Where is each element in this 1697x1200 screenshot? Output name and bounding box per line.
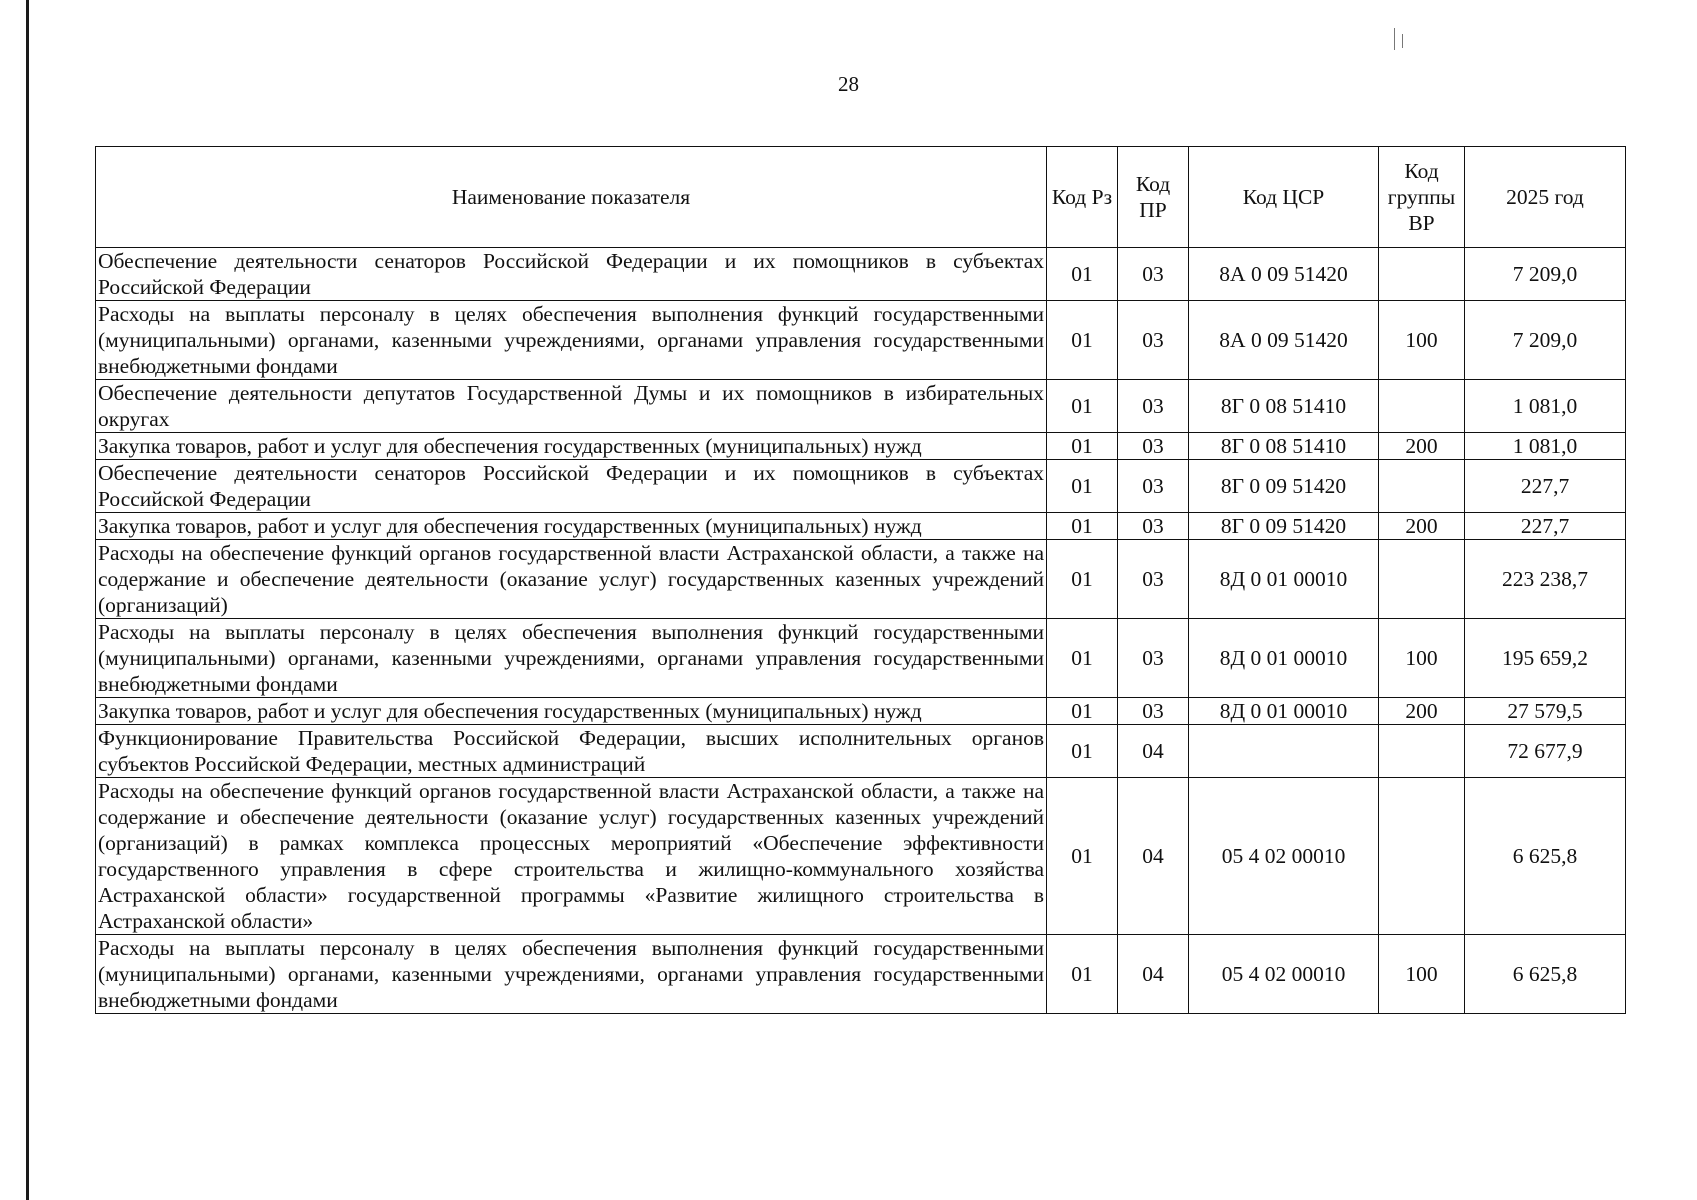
row-vr-cell — [1379, 725, 1465, 778]
row-rz-cell: 01 — [1047, 540, 1118, 619]
row-amount-cell: 227,7 — [1465, 460, 1626, 513]
table-row — [96, 698, 1626, 725]
table-row — [96, 513, 1626, 540]
row-csr-cell: 8Г 0 08 51410 — [1189, 380, 1379, 433]
table-row — [96, 301, 1626, 380]
row-name-cell: Расходы на обеспечение функций органов государственной власти Астраханской области, а также на содержание и обеспечение деятельности (оказание услуг) государственных казенных учреждений (организаций) в рамках комплекса процессных мероприятий «Обеспечение эффективности государственного управления в сфере строительства и жилищно-коммунального хозяйства Астраханской области» государственной программы «Развитие жилищного строительства в Астраханской области» — [96, 778, 1047, 935]
header-pr: Код ПР — [1118, 147, 1189, 248]
table-row — [96, 725, 1626, 778]
row-vr-cell: 200 — [1379, 698, 1465, 725]
row-rz-cell: 01 — [1047, 248, 1118, 301]
table-row — [96, 778, 1626, 935]
table-row — [96, 433, 1626, 460]
table-row — [96, 460, 1626, 513]
row-csr-cell: 05 4 02 00010 — [1189, 935, 1379, 1014]
table-row — [96, 935, 1626, 1014]
row-vr-cell: 100 — [1379, 935, 1465, 1014]
row-amount-cell: 195 659,2 — [1465, 619, 1626, 698]
row-name-cell: Обеспечение деятельности сенаторов Российской Федерации и их помощников в субъектах Российской Федерации — [96, 248, 1047, 301]
row-name-cell: Закупка товаров, работ и услуг для обеспечения государственных (муниципальных) нужд — [96, 698, 1047, 725]
header-csr: Код ЦСР — [1189, 147, 1379, 248]
row-amount-cell: 6 625,8 — [1465, 778, 1626, 935]
row-csr-cell: 8Д 0 01 00010 — [1189, 698, 1379, 725]
row-amount-cell: 27 579,5 — [1465, 698, 1626, 725]
row-csr-cell: 8А 0 09 51420 — [1189, 301, 1379, 380]
row-name-cell: Обеспечение деятельности сенаторов Российской Федерации и их помощников в субъектах Российской Федерации — [96, 460, 1047, 513]
row-vr-cell: 100 — [1379, 301, 1465, 380]
row-pr-cell: 03 — [1118, 248, 1189, 301]
row-csr-cell: 05 4 02 00010 — [1189, 778, 1379, 935]
row-name-cell: Расходы на выплаты персоналу в целях обеспечения выполнения функций государственными (муниципальными) органами, казенными учреждениями, органами управления государственными внебюджетными фондами — [96, 301, 1047, 380]
row-pr-cell: 03 — [1118, 301, 1189, 380]
row-pr-cell: 03 — [1118, 433, 1189, 460]
page-number: 28 — [838, 72, 859, 96]
row-rz-cell: 01 — [1047, 301, 1118, 380]
header-name: Наименование показателя — [96, 147, 1047, 248]
row-rz-cell: 01 — [1047, 619, 1118, 698]
row-rz-cell: 01 — [1047, 778, 1118, 935]
row-name-cell: Закупка товаров, работ и услуг для обеспечения государственных (муниципальных) нужд — [96, 433, 1047, 460]
row-csr-cell: 8Д 0 01 00010 — [1189, 619, 1379, 698]
table-row — [96, 540, 1626, 619]
row-vr-cell — [1379, 540, 1465, 619]
row-pr-cell: 03 — [1118, 619, 1189, 698]
row-rz-cell: 01 — [1047, 725, 1118, 778]
row-pr-cell: 03 — [1118, 540, 1189, 619]
row-pr-cell: 04 — [1118, 778, 1189, 935]
row-name-cell: Расходы на выплаты персоналу в целях обеспечения выполнения функций государственными (муниципальными) органами, казенными учреждениями, органами управления государственными внебюджетными фондами — [96, 619, 1047, 698]
row-rz-cell: 01 — [1047, 513, 1118, 540]
row-csr-cell — [1189, 725, 1379, 778]
row-name-cell: Расходы на обеспечение функций органов государственной власти Астраханской области, а также на содержание и обеспечение деятельности (оказание услуг) государственных казенных учреждений (организаций) — [96, 540, 1047, 619]
row-amount-cell: 7 209,0 — [1465, 248, 1626, 301]
row-pr-cell: 03 — [1118, 698, 1189, 725]
row-amount-cell: 6 625,8 — [1465, 935, 1626, 1014]
row-rz-cell: 01 — [1047, 460, 1118, 513]
row-pr-cell: 04 — [1118, 935, 1189, 1014]
row-amount-cell: 7 209,0 — [1465, 301, 1626, 380]
row-csr-cell: 8Г 0 09 51420 — [1189, 513, 1379, 540]
row-rz-cell: 01 — [1047, 433, 1118, 460]
row-pr-cell: 03 — [1118, 513, 1189, 540]
header-vr: Код группы ВР — [1379, 147, 1465, 248]
row-rz-cell: 01 — [1047, 935, 1118, 1014]
row-csr-cell: 8Г 0 08 51410 — [1189, 433, 1379, 460]
page-edge-rule — [26, 0, 29, 1200]
row-vr-cell — [1379, 380, 1465, 433]
row-amount-cell: 227,7 — [1465, 513, 1626, 540]
row-amount-cell: 1 081,0 — [1465, 433, 1626, 460]
row-vr-cell — [1379, 778, 1465, 935]
table-row — [96, 248, 1626, 301]
header-year: 2025 год — [1465, 147, 1626, 248]
row-vr-cell: 100 — [1379, 619, 1465, 698]
row-vr-cell — [1379, 248, 1465, 301]
budget-table — [95, 146, 1626, 1014]
row-csr-cell: 8А 0 09 51420 — [1189, 248, 1379, 301]
row-name-cell: Обеспечение деятельности депутатов Государственной Думы и их помощников в избирательных округах — [96, 380, 1047, 433]
row-amount-cell: 1 081,0 — [1465, 380, 1626, 433]
row-vr-cell — [1379, 460, 1465, 513]
table-header — [96, 147, 1626, 248]
header-rz: Код Рз — [1047, 147, 1118, 248]
row-pr-cell: 03 — [1118, 460, 1189, 513]
row-name-cell: Закупка товаров, работ и услуг для обеспечения государственных (муниципальных) нужд — [96, 513, 1047, 540]
row-pr-cell: 03 — [1118, 380, 1189, 433]
row-csr-cell: 8Г 0 09 51420 — [1189, 460, 1379, 513]
table-body — [96, 248, 1626, 1014]
row-amount-cell: 72 677,9 — [1465, 725, 1626, 778]
row-pr-cell: 04 — [1118, 725, 1189, 778]
row-rz-cell: 01 — [1047, 698, 1118, 725]
row-name-cell: Расходы на выплаты персоналу в целях обеспечения выполнения функций государственными (муниципальными) органами, казенными учреждениями, органами управления государственными внебюджетными фондами — [96, 935, 1047, 1014]
row-vr-cell: 200 — [1379, 513, 1465, 540]
row-name-cell: Функционирование Правительства Российской Федерации, высших исполнительных органов субъектов Российской Федерации, местных администраций — [96, 725, 1047, 778]
header-row — [96, 147, 1626, 248]
row-vr-cell: 200 — [1379, 433, 1465, 460]
table-row — [96, 380, 1626, 433]
row-rz-cell: 01 — [1047, 380, 1118, 433]
scan-artifact — [1392, 28, 1406, 52]
table-row — [96, 619, 1626, 698]
row-amount-cell: 223 238,7 — [1465, 540, 1626, 619]
row-csr-cell: 8Д 0 01 00010 — [1189, 540, 1379, 619]
